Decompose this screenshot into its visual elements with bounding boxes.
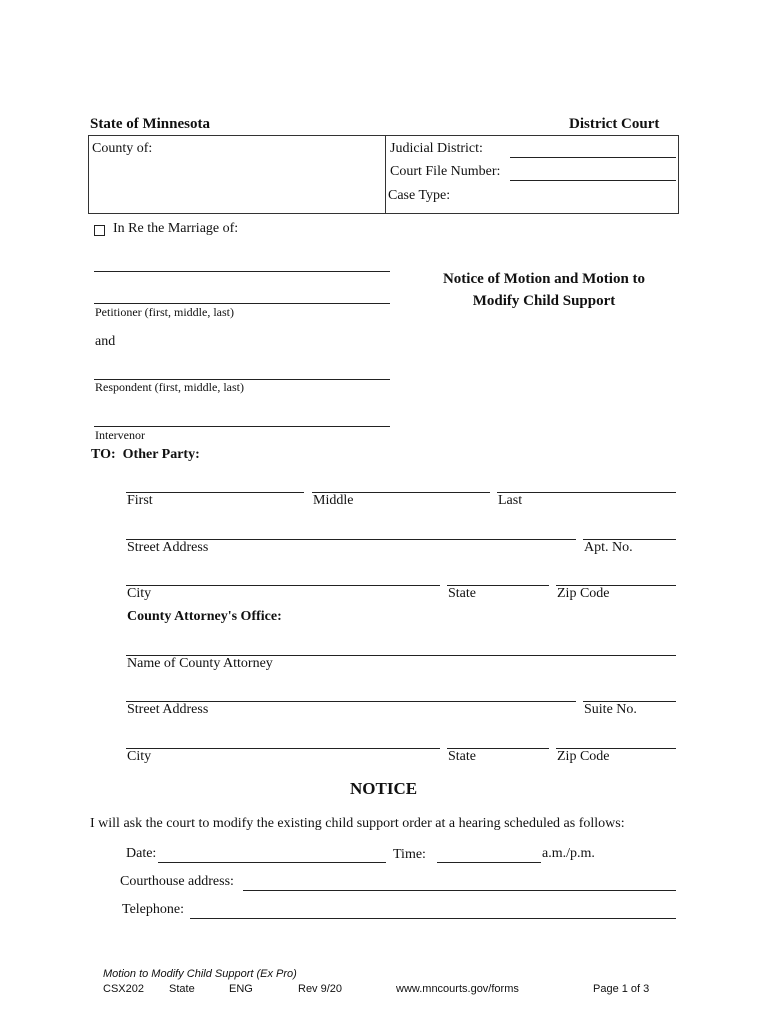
county-label: County of: <box>92 141 153 156</box>
first-caption: First <box>127 493 153 508</box>
court-file-number-field[interactable] <box>510 180 676 181</box>
county-attorney-state-caption: State <box>448 749 476 764</box>
county-attorney-city-field[interactable] <box>126 748 440 749</box>
zip-caption: Zip Code <box>557 586 610 601</box>
petitioner-caption: Petitioner (first, middle, last) <box>95 305 234 319</box>
middle-caption: Middle <box>313 493 354 508</box>
state-caption: State <box>448 586 476 601</box>
time-label: Time: <box>393 847 426 862</box>
hearing-time-field[interactable] <box>437 862 541 863</box>
courthouse-address-field[interactable] <box>243 890 676 891</box>
am-pm-label: a.m./p.m. <box>542 846 595 861</box>
last-caption: Last <box>498 493 523 508</box>
marriage-checkbox[interactable] <box>94 225 105 236</box>
courthouse-address-label: Courthouse address: <box>120 874 234 889</box>
caption-box-divider <box>385 135 386 214</box>
footer-language: ENG <box>229 983 253 995</box>
apt-caption: Apt. No. <box>584 540 633 555</box>
county-attorney-city-caption: City <box>127 749 152 764</box>
telephone-field[interactable] <box>190 918 676 919</box>
county-attorney-street-caption: Street Address <box>127 702 209 717</box>
court-file-number-label: Court File Number: <box>390 164 501 179</box>
notice-heading: NOTICE <box>350 779 418 798</box>
telephone-label: Telephone: <box>122 902 184 917</box>
petitioner-line-1[interactable] <box>94 271 390 272</box>
caption-box <box>88 135 679 214</box>
footer-page-number: Page 1 of 3 <box>593 983 650 995</box>
footer-revision: Rev 9/20 <box>298 983 343 995</box>
footer-url[interactable]: www.mncourts.gov/forms <box>396 983 519 995</box>
judicial-district-label: Judicial District: <box>390 141 483 156</box>
intervenor-caption: Intervenor <box>95 428 145 442</box>
county-attorney-name-caption: Name of County Attorney <box>127 656 273 671</box>
court-heading: District Court <box>569 116 660 132</box>
footer-form-title: Motion to Modify Child Support (Ex Pro) <box>103 968 297 980</box>
marriage-label: In Re the Marriage of: <box>113 221 239 236</box>
state-heading: State of Minnesota <box>90 116 210 132</box>
intervenor-line[interactable] <box>94 426 390 427</box>
to-other-party-heading: TO: Other Party: <box>91 447 200 462</box>
county-attorney-zip-caption: Zip Code <box>557 749 610 764</box>
hearing-date-field[interactable] <box>158 862 386 863</box>
other-city-field[interactable] <box>126 585 440 586</box>
footer-type: State <box>169 983 195 995</box>
respondent-caption: Respondent (first, middle, last) <box>95 380 244 394</box>
footer-form-code: CSX202 <box>103 983 144 995</box>
document-title-line-1: Notice of Motion and Motion to <box>442 271 646 287</box>
other-last-field[interactable] <box>497 492 676 493</box>
county-attorney-heading: County Attorney's Office: <box>127 609 282 624</box>
city-caption: City <box>127 586 152 601</box>
notice-text: I will ask the court to modify the existing child support order at a hearing scheduled as follows: <box>90 816 625 831</box>
case-type-label: Case Type: <box>388 188 451 203</box>
and-label: and <box>95 334 116 349</box>
street-address-caption: Street Address <box>127 540 209 555</box>
date-label: Date: <box>126 846 157 861</box>
judicial-district-field[interactable] <box>510 157 676 158</box>
suite-caption: Suite No. <box>584 702 637 717</box>
petitioner-line-2[interactable] <box>94 303 390 304</box>
document-title-line-2: Modify Child Support <box>472 293 616 309</box>
